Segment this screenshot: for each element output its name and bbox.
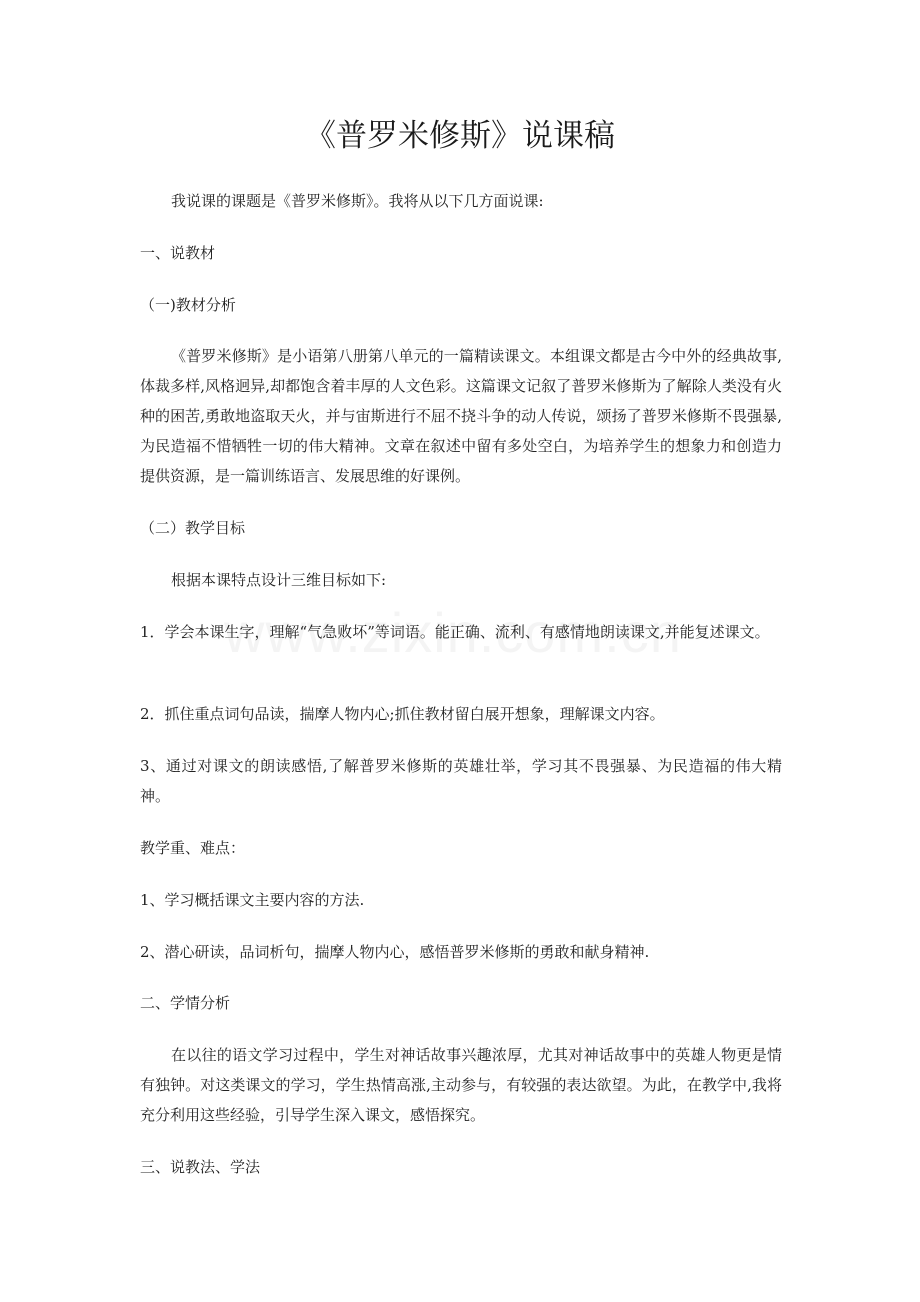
goals-intro: 根据本课特点设计三维目标如下: — [171, 571, 387, 589]
subheading-textbook-analysis: （一)教材分析 — [140, 296, 236, 314]
learner-analysis-paragraph: 在以往的语文学习过程中，学生对神话故事兴趣浓厚，尤其对神话故事中的英雄人物更是情有独钟。对这类课文的学习，学生热情高涨,主动参与，有较强的表达欲望。为此，在教学中,我将充分利用这些经验，引导学生深入课文，感悟探究。 — [140, 1046, 782, 1124]
goal-item-1: 1．学会本课生字，理解“气急败坏”等词语。能正确、流利、有感情地朗读课文,并能复述课文。 — [140, 623, 770, 641]
document-title: 《普罗米修斯》说课稿 — [305, 118, 615, 154]
textbook-analysis-paragraph: 《普罗米修斯》是小语第八册第八单元的一篇精读课文。本组课文都是古今中外的经典故事,体裁多样,风格迥异,却都饱含着丰厚的人文色彩。这篇课文记叙了普罗米修斯为了解除人类没有火种的困苦,勇敢地盗取天火，并与宙斯进行不屈不挠斗争的动人传说，颂扬了普罗米修斯不畏强暴,为民造福不惜牺牲一切的伟大精神。文章在叙述中留有多处空白，为培养学生的想象力和创造力提供资源，是一篇训练语言、发展思维的好课例。 — [140, 347, 782, 485]
subheading-teaching-goals: （二）教学目标 — [140, 519, 246, 537]
section-heading-textbook: 一、说教材 — [140, 244, 216, 262]
intro-paragraph: 我说课的课题是《普罗米修斯》。我将从以下几方面说课: — [171, 192, 544, 210]
section-heading-methods: 三、说教法、学法 — [140, 1158, 261, 1176]
goal-item-2: 2．抓住重点词句品读，揣摩人物内心;抓住教材留白展开想象，理解课文内容。 — [140, 705, 665, 723]
section-heading-learner-analysis: 二、学情分析 — [140, 994, 231, 1012]
key-point-1: 1、学习概括课文主要内容的方法. — [140, 891, 365, 909]
key-difficult-points-heading: 教学重、难点： — [140, 839, 246, 857]
goal-item-3: 3、通过对课文的朗读感悟,了解普罗米修斯的英雄壮举，学习其不畏强暴、为民造福的伟大精神。 — [140, 757, 782, 805]
key-point-2: 2、潜心研读，品词析句，揣摩人物内心，感悟普罗米修斯的勇敢和献身精神. — [140, 943, 650, 961]
